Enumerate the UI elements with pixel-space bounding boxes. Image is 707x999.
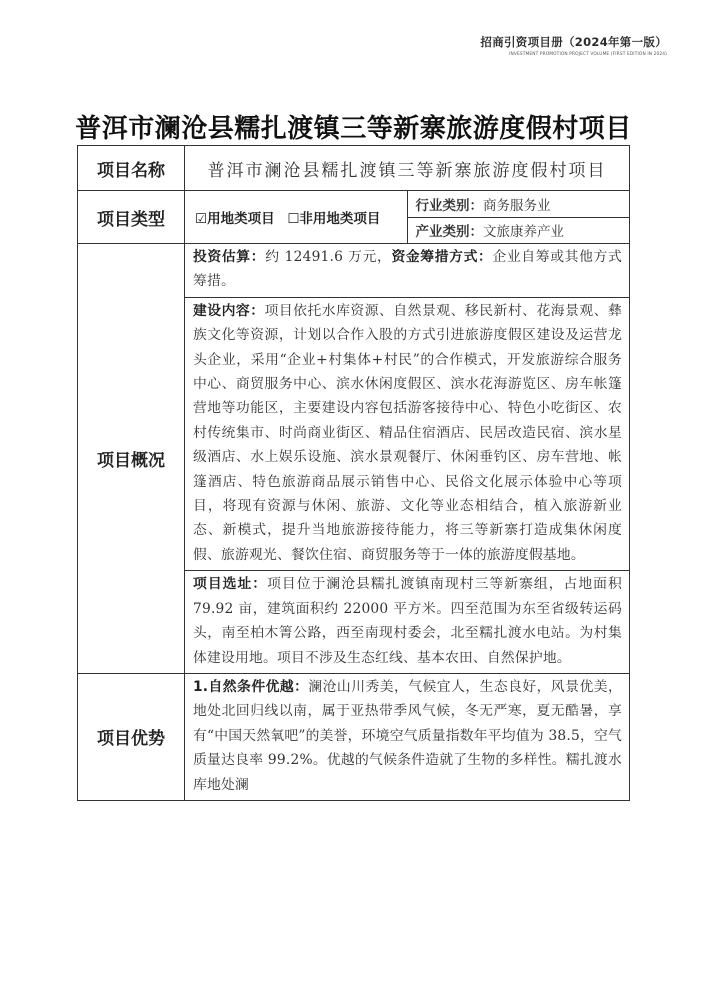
content-paragraph [185, 297, 630, 570]
advantage-item1-label: 1.自然条件优越： [193, 678, 309, 695]
header-title: 招商引资项目册（2024年第一版） [480, 35, 667, 49]
table-row-name [78, 146, 630, 191]
label-project-advantage: 项目优势 [78, 673, 185, 800]
project-table [77, 145, 630, 801]
content-text: 项目依托水库资源、自然景观、移民新村、花海景观、彝族文化等资源，计划以合作入股的方式引进旅游度假区建设及运营龙头企业，采用“企业+村集体+村民”的合作模式，开发旅游综合服务中心、商贸服务中心、滨水休闲度假区、滨水花海游览区、房车帐篷营地等功能区，主要建设内容包括游客接待中心、特色小吃街区、农村传统集市、时尚商业街区、精品住宿酒店、民居改造民宿、滨水星级酒店、水上娱乐设施、滨水景观餐厅、休闲垂钓区、房车营地、帐篷酒店、特色旅游商品展示销售中心、民俗文化展示体验中心等项目，将现有资源与休闲、旅游、文化等业态相结合，植入旅游新业态、新模式，提升当地旅游接待能力，将三等新寨打造成集休闲度假、旅游观光、餐饮住宿、商贸服务等于一体的旅游度假基地。 [193, 302, 623, 563]
investment-text: 约 12491.6 万元， [265, 249, 392, 265]
page-header [480, 34, 667, 57]
label-project-type: 项目类型 [78, 191, 185, 244]
industry-category-value: 商务服务业 [483, 197, 551, 214]
funding-label: 资金筹措方式： [391, 249, 493, 265]
land-type-option: ☑用地类项目 [195, 211, 275, 227]
industry-category-label: 行业类别： [415, 197, 483, 214]
table-row-investment [78, 244, 630, 298]
project-type-options [185, 191, 408, 244]
label-project-overview: 项目概况 [78, 244, 185, 674]
site-text: 项目位于澜沧县糯扎渡镇南现村三等新寨组，占地面积 79.92 亩，建筑面积约 22000 平方米。四至范围为东至省级转运码头，南至柏木箐公路，西至南现村委会，北至糯扎渡水电站。为村集体建设用地。项目不涉及生态红线、基本农田、自然保护地。 [193, 576, 622, 666]
sector-category [407, 217, 630, 244]
header-subtitle: INVESTMENT PROMOTION PROJECT VOLUME (FIRST EDITION IN 2024) [509, 52, 667, 57]
sector-category-value: 文旅康养产业 [483, 224, 564, 241]
funding-text: 企业自筹或其他方式筹措。 [193, 249, 622, 290]
table-row-type [78, 191, 630, 218]
document-title: 普洱市澜沧县糯扎渡镇三等新寨旅游度假村项目 [75, 114, 632, 144]
investment-paragraph [185, 244, 630, 298]
advantage-item1-text: 澜沧山川秀美，气候宜人，生态良好，风景优美，地处北回归线以南，属于亚热带季风气候，冬无严寒，夏无酷暑，享有“中国天然氧吧”的美誉，环境空气质量指数年平均值为 38.5，空气质量达良率 99.2%。优越的气候条件造就了生物的多样性。糯扎渡水库地处澜 [193, 678, 623, 793]
project-name-value: 普洱市澜沧县糯扎渡镇三等新寨旅游度假村项目 [185, 146, 630, 191]
advantage-paragraph [185, 673, 630, 800]
industry-category [407, 191, 630, 218]
non-land-type-option: ☐非用地类项目 [287, 211, 381, 227]
content-label: 建设内容： [193, 302, 265, 319]
sector-category-label: 产业类别： [415, 224, 483, 241]
site-label: 项目选址： [193, 576, 268, 593]
site-paragraph [185, 571, 630, 674]
investment-label: 投资估算： [193, 249, 266, 265]
label-project-name: 项目名称 [78, 146, 185, 191]
table-row-advantage [78, 673, 630, 800]
